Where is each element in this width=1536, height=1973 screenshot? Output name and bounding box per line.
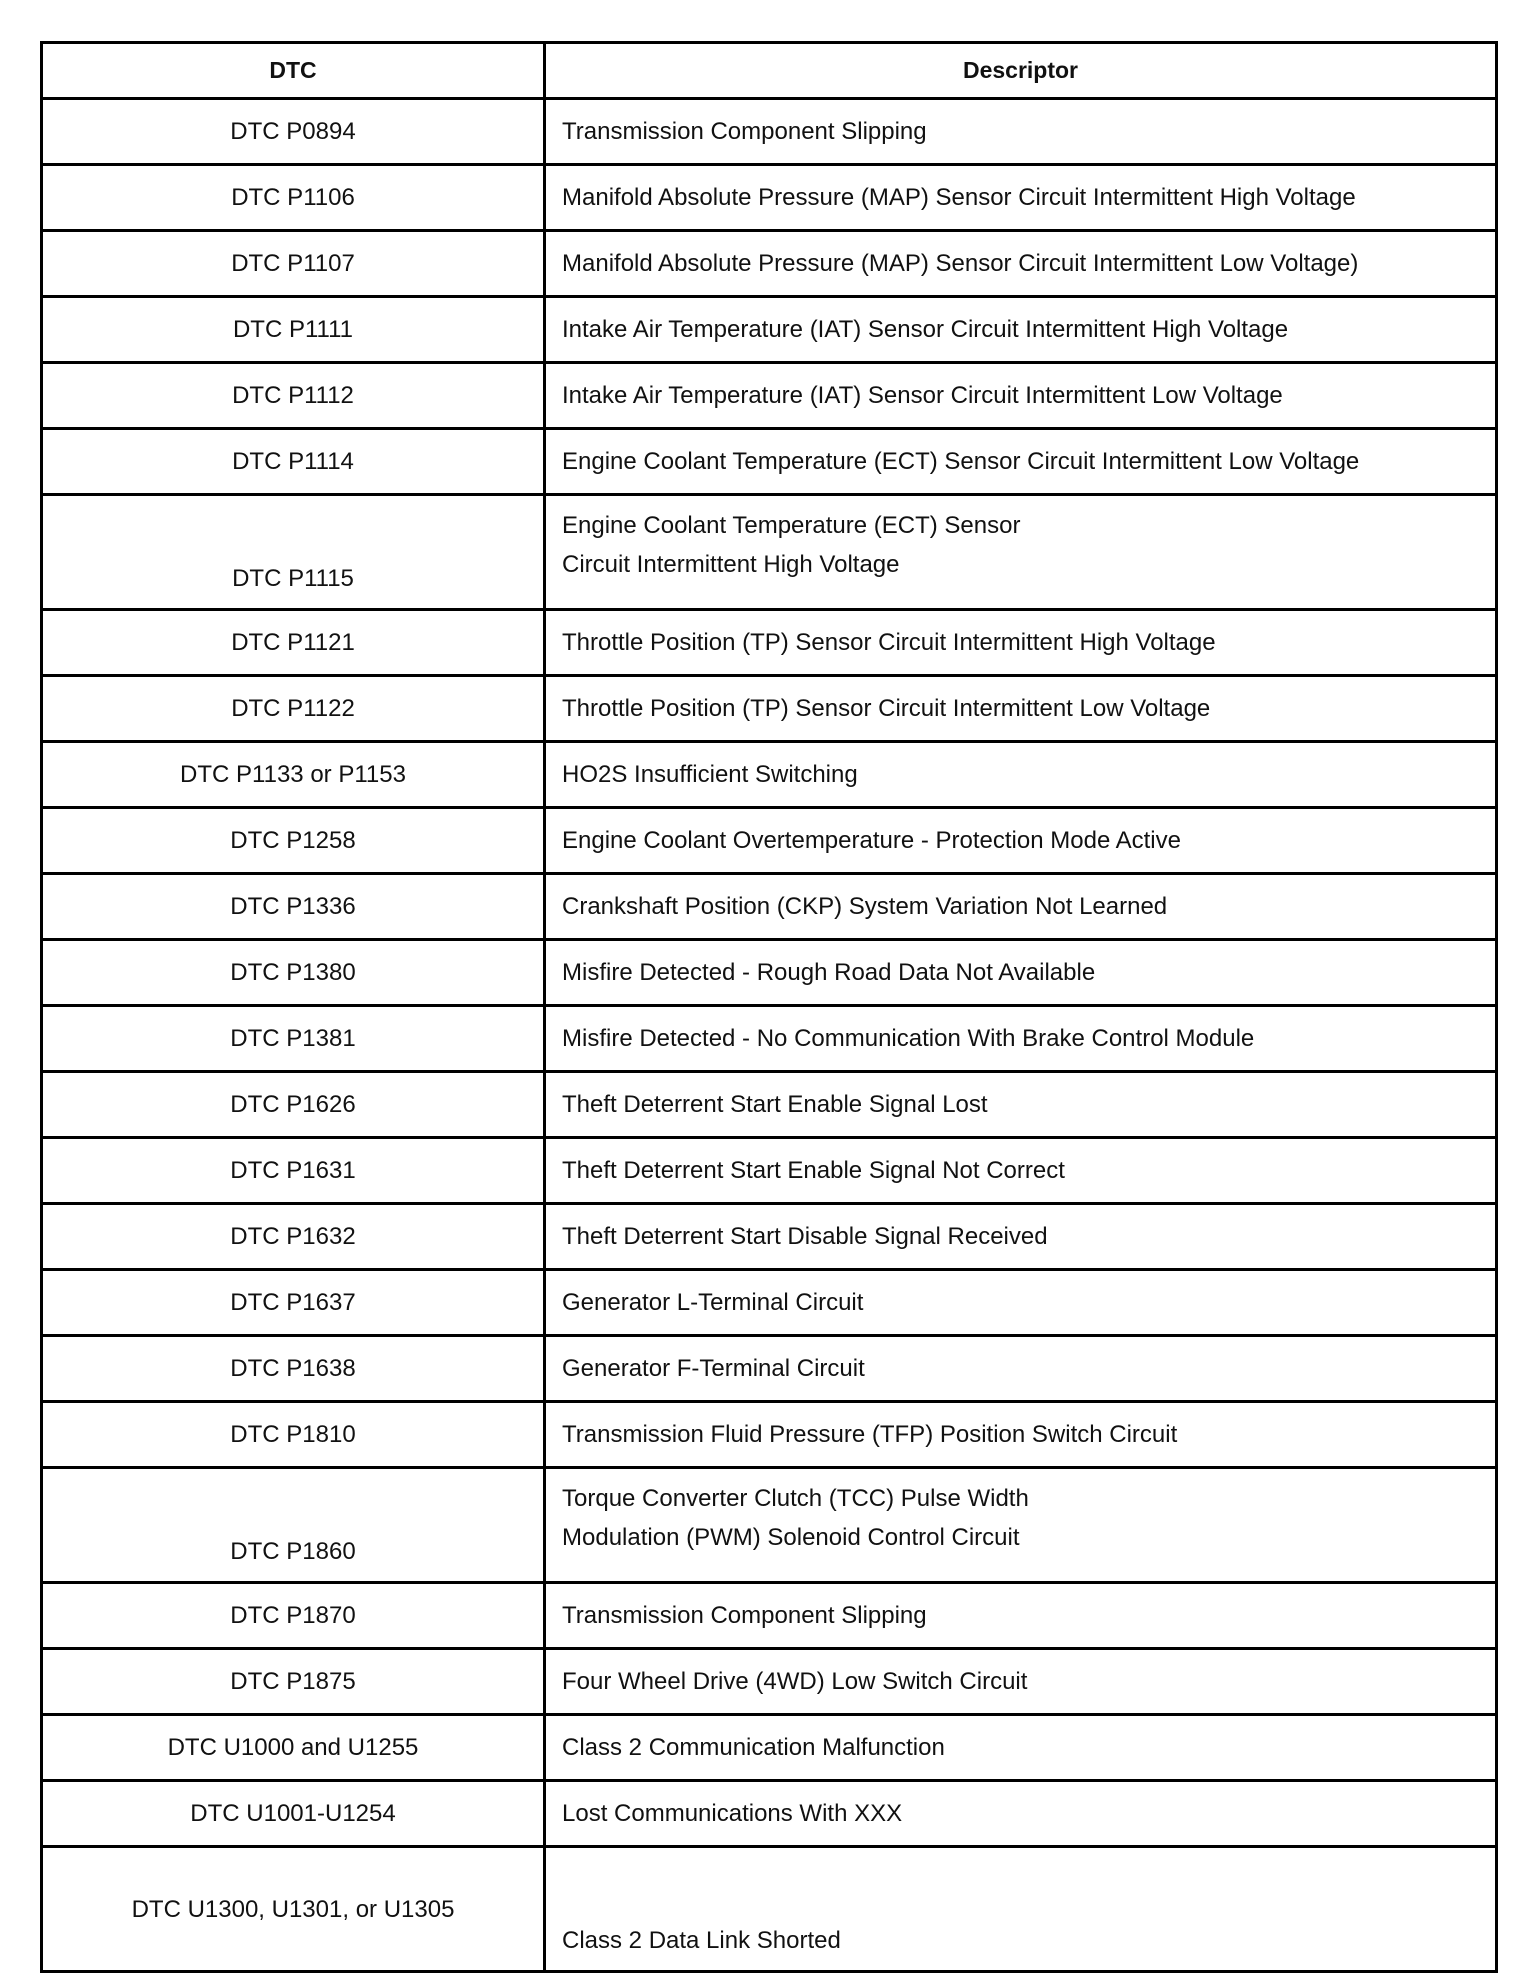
dtc-code: DTC P1626 — [42, 1072, 545, 1138]
dtc-table — [40, 41, 1498, 1973]
descriptor-text: Misfire Detected - Rough Road Data Not Available — [562, 959, 1096, 986]
dtc-code: DTC P1258 — [42, 808, 545, 874]
table-row — [42, 1336, 1497, 1402]
table-row — [42, 1781, 1497, 1847]
descriptor-text: Manifold Absolute Pressure (MAP) Sensor Circuit Intermittent Low Voltage) — [562, 250, 1359, 277]
table-row — [42, 429, 1497, 495]
descriptor-text: Throttle Position (TP) Sensor Circuit Intermittent High Voltage — [562, 629, 1216, 656]
dtc-descriptor — [545, 1847, 1497, 1972]
header-descriptor: Descriptor — [545, 43, 1497, 99]
dtc-descriptor — [545, 1138, 1497, 1204]
header-row — [42, 43, 1497, 99]
descriptor-text: HO2S Insufficient Switching — [562, 761, 858, 788]
descriptor-text: Four Wheel Drive (4WD) Low Switch Circuit — [562, 1668, 1028, 1695]
dtc-descriptor — [545, 1468, 1497, 1583]
descriptor-text: Theft Deterrent Start Enable Signal Not Correct — [562, 1157, 1065, 1184]
descriptor-text: Transmission Component Slipping — [562, 118, 927, 145]
dtc-descriptor — [545, 940, 1497, 1006]
dtc-descriptor — [545, 610, 1497, 676]
dtc-descriptor — [545, 1715, 1497, 1781]
descriptor-text: Transmission Component Slipping — [562, 1602, 927, 1629]
table-row — [42, 1583, 1497, 1649]
table-row — [42, 1402, 1497, 1468]
descriptor-text: Engine Coolant Temperature (ECT) Sensor Circuit Intermittent Low Voltage — [562, 448, 1360, 475]
dtc-descriptor — [545, 676, 1497, 742]
dtc-code: DTC P1637 — [42, 1270, 545, 1336]
dtc-descriptor — [545, 1649, 1497, 1715]
dtc-descriptor — [545, 1072, 1497, 1138]
table-row — [42, 742, 1497, 808]
dtc-descriptor — [545, 495, 1497, 610]
dtc-code: DTC P1380 — [42, 940, 545, 1006]
dtc-descriptor — [545, 1006, 1497, 1072]
dtc-descriptor — [545, 363, 1497, 429]
table-row — [42, 231, 1497, 297]
table-row — [42, 1270, 1497, 1336]
dtc-descriptor — [545, 1781, 1497, 1847]
table-row — [42, 495, 1497, 610]
descriptor-text: Torque Converter Clutch (TCC) Pulse Width Modulation (PWM) Solenoid Control Circuit — [562, 1485, 1029, 1551]
dtc-descriptor — [545, 1336, 1497, 1402]
table-row — [42, 363, 1497, 429]
dtc-descriptor — [545, 231, 1497, 297]
descriptor-text: Generator L-Terminal Circuit — [562, 1289, 864, 1316]
table-row — [42, 297, 1497, 363]
dtc-code: DTC P1121 — [42, 610, 545, 676]
table-row — [42, 940, 1497, 1006]
dtc-code: DTC P0894 — [42, 99, 545, 165]
descriptor-text: Class 2 Communication Malfunction — [562, 1734, 945, 1761]
table-row — [42, 1847, 1497, 1972]
header-dtc: DTC — [42, 43, 545, 99]
dtc-code: DTC P1631 — [42, 1138, 545, 1204]
table-row — [42, 874, 1497, 940]
dtc-descriptor — [545, 99, 1497, 165]
dtc-descriptor — [545, 297, 1497, 363]
descriptor-text: Intake Air Temperature (IAT) Sensor Circuit Intermittent Low Voltage — [562, 382, 1283, 409]
dtc-descriptor — [545, 1204, 1497, 1270]
dtc-descriptor — [545, 742, 1497, 808]
descriptor-text: Engine Coolant Overtemperature - Protection Mode Active — [562, 827, 1181, 854]
dtc-code: DTC P1336 — [42, 874, 545, 940]
dtc-code: DTC P1381 — [42, 1006, 545, 1072]
descriptor-text: Manifold Absolute Pressure (MAP) Sensor Circuit Intermittent High Voltage — [562, 184, 1356, 211]
table-row — [42, 610, 1497, 676]
dtc-descriptor — [545, 808, 1497, 874]
dtc-descriptor — [545, 429, 1497, 495]
dtc-descriptor — [545, 1402, 1497, 1468]
dtc-code: DTC U1001-U1254 — [42, 1781, 545, 1847]
table-row — [42, 676, 1497, 742]
dtc-code: DTC P1111 — [42, 297, 545, 363]
table-row — [42, 1006, 1497, 1072]
dtc-descriptor — [545, 165, 1497, 231]
descriptor-text: Engine Coolant Temperature (ECT) Sensor Circuit Intermittent High Voltage — [562, 512, 1021, 578]
dtc-code: DTC P1133 or P1153 — [42, 742, 545, 808]
table-row — [42, 1204, 1497, 1270]
table-row — [42, 1468, 1497, 1583]
descriptor-text: Transmission Fluid Pressure (TFP) Position Switch Circuit — [562, 1421, 1178, 1448]
dtc-code: DTC U1300, U1301, or U1305 — [42, 1847, 545, 1972]
table-row — [42, 99, 1497, 165]
table-row — [42, 1138, 1497, 1204]
descriptor-text: Misfire Detected - No Communication With Brake Control Module — [562, 1025, 1255, 1052]
descriptor-text: Theft Deterrent Start Disable Signal Received — [562, 1223, 1048, 1250]
descriptor-text: Lost Communications With XXX — [562, 1800, 903, 1827]
dtc-code: DTC P1107 — [42, 231, 545, 297]
dtc-code: DTC P1875 — [42, 1649, 545, 1715]
dtc-code: DTC U1000 and U1255 — [42, 1715, 545, 1781]
descriptor-text: Generator F-Terminal Circuit — [562, 1355, 865, 1382]
dtc-code: DTC P1112 — [42, 363, 545, 429]
table-row — [42, 1715, 1497, 1781]
descriptor-text: Intake Air Temperature (IAT) Sensor Circuit Intermittent High Voltage — [562, 316, 1289, 343]
table-row — [42, 1072, 1497, 1138]
table-row — [42, 165, 1497, 231]
descriptor-text: Theft Deterrent Start Enable Signal Lost — [562, 1091, 988, 1118]
dtc-code: DTC P1114 — [42, 429, 545, 495]
dtc-code: DTC P1870 — [42, 1583, 545, 1649]
descriptor-text: Class 2 Data Link Shorted — [562, 1927, 841, 1954]
dtc-code: DTC P1632 — [42, 1204, 545, 1270]
table-row — [42, 1649, 1497, 1715]
dtc-code: DTC P1106 — [42, 165, 545, 231]
dtc-code: DTC P1810 — [42, 1402, 545, 1468]
table-row — [42, 808, 1497, 874]
dtc-code: DTC P1122 — [42, 676, 545, 742]
dtc-descriptor — [545, 874, 1497, 940]
dtc-code: DTC P1860 — [42, 1468, 545, 1583]
dtc-code: DTC P1638 — [42, 1336, 545, 1402]
dtc-descriptor — [545, 1583, 1497, 1649]
descriptor-text: Crankshaft Position (CKP) System Variation Not Learned — [562, 893, 1168, 920]
dtc-descriptor — [545, 1270, 1497, 1336]
descriptor-text: Throttle Position (TP) Sensor Circuit Intermittent Low Voltage — [562, 695, 1211, 722]
dtc-code: DTC P1115 — [42, 495, 545, 610]
